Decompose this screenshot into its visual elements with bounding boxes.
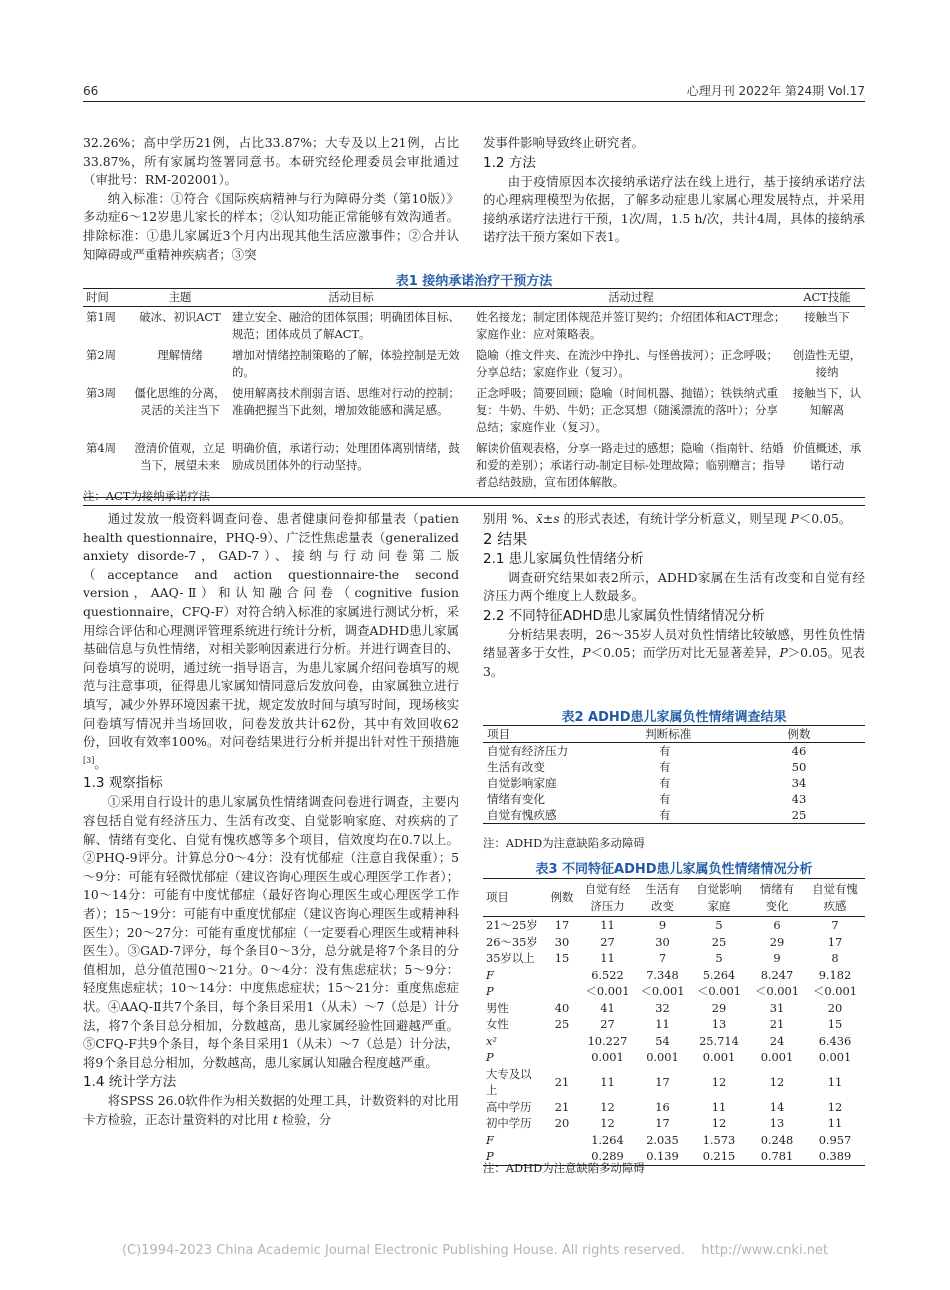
table-row — [483, 950, 865, 967]
table-cell: 理解情绪 — [157, 348, 203, 362]
table-cell: 0.781 — [760, 1149, 794, 1163]
table-cell: 9 — [773, 951, 781, 965]
table-row — [83, 343, 865, 381]
table-cell: 价值概述，承诺行动 — [792, 441, 862, 472]
table-cell: 25 — [791, 808, 807, 822]
paragraph: 由于疫情原因本次接纳承诺疗法在线上进行，基于接纳承诺疗法的心理病理模型为依据，了解多动症患儿家属心理发展特点，并采用接纳承诺疗法进行干预，1次/周，1.5 h/次，共计4周，具体的接纳承诺疗法干预方案如下表1。 — [483, 173, 865, 245]
table-cell: P — [486, 1149, 494, 1163]
table-row — [483, 775, 865, 791]
table-cell: 21 — [554, 1099, 570, 1114]
table-row — [483, 1066, 865, 1099]
table-cell: 7 — [658, 951, 667, 965]
table-cell: 31 — [769, 1000, 785, 1015]
table3-note: 注：ADHD为注意缺陷多动障碍 — [483, 1161, 645, 1175]
left-top-text — [83, 134, 459, 264]
table-cell: 11 — [600, 1074, 615, 1089]
table-cell: 13 — [711, 1017, 727, 1031]
table-cell: 9 — [658, 918, 667, 932]
table-cell: 6.522 — [591, 967, 624, 982]
journal-title: 心理月刊 2022年 第24期 Vol.17 — [686, 84, 865, 98]
table1-caption: 表1 接纳承诺治疗干预方法 — [395, 274, 553, 289]
section-heading-2-1: 2.1 患儿家属负性情绪分析 — [483, 550, 644, 567]
table-cell: 创造性无望，接纳 — [792, 348, 862, 379]
table-cell: 27 — [600, 934, 615, 949]
table-cell: 接触当下 — [804, 310, 850, 324]
table-cell: 高中学历 — [486, 1099, 532, 1114]
table-cell: F — [486, 1132, 494, 1147]
table-cell: 32 — [655, 1000, 670, 1015]
table-cell: 12 — [769, 1074, 785, 1089]
left-main-text — [83, 510, 459, 1130]
table-cell: 21 — [769, 1017, 785, 1031]
table-header-cell: 自觉有经济压力 — [584, 882, 631, 913]
paragraph-text: 将SPSS 26.0软件作为相关数据的处理工具，计数资料的对比用卡方检验，正态计量资料的对比用 — [83, 1093, 459, 1127]
table-cell: 0.957 — [818, 1132, 852, 1147]
table-cell — [545, 1049, 579, 1066]
table-cell: 解读价值观表格，分享一路走过的感想；隐喻（指南针、结婚和爱的差别）；承诺行动-制定目标-处理故障；临别赠言；指导者总结鼓励，宣布团体解散。 — [476, 441, 786, 489]
table-cell: 46 — [791, 744, 807, 758]
table-cell: 有 — [659, 776, 671, 790]
table-cell: 17 — [827, 934, 843, 949]
table-cell: 21 — [554, 1074, 570, 1089]
paragraph-text: 别用 %、 — [483, 511, 536, 526]
table-cell: 有 — [659, 808, 671, 822]
table-cell: 8.247 — [760, 967, 794, 982]
table-cell: 破冰、初识ACT — [139, 310, 221, 324]
section-heading-1-3: 1.3 观察指标 — [83, 775, 163, 792]
table-cell: 正念呼吸；简要回顾；隐喻（时间机器、抛锚）；铁铁纳式重复：牛奶、牛奶、牛奶；正念冥想（随溪漂流的落叶）；分享总结；家庭作业（复习）。 — [476, 386, 778, 434]
table2-note: 注：ADHD为注意缺陷多动障碍 — [483, 836, 645, 850]
header-rule — [83, 101, 865, 102]
table-cell: 12 — [827, 1099, 843, 1114]
table-cell: P — [486, 1050, 494, 1064]
table-cell: 2.035 — [646, 1132, 679, 1147]
table-cell: 有 — [659, 760, 671, 774]
table-cell: 自觉有经济压力 — [487, 744, 569, 758]
table-header-cell: 自觉影响家庭 — [696, 882, 742, 913]
table-header-cell: 活动目标 — [328, 290, 374, 304]
paragraph — [83, 1092, 459, 1129]
table-header-cell: 判断标准 — [645, 727, 692, 741]
table-cell: 僵化思维的分离，灵活的关注当下 — [134, 386, 226, 417]
table-cell: 第3周 — [86, 386, 117, 400]
table-row — [483, 1132, 865, 1149]
right-top-text — [483, 134, 865, 247]
page-number: 66 — [83, 84, 99, 98]
section-heading-1-4: 1.4 统计学方法 — [83, 1074, 177, 1091]
table-cell: 9.182 — [818, 967, 852, 982]
copyright-footer: (C)1994-2023 China Academic Journal Electronic Publishing House. All rights reserved. http://www.cnki.net — [121, 1243, 829, 1258]
table-cell: 40 — [554, 1000, 570, 1015]
table-cell — [545, 967, 579, 984]
table-cell: 使用解离技术削弱言语、思维对行动的控制；准确把握当下此刻，增加效能感和满足感。 — [232, 386, 460, 417]
table-cell: 15 — [554, 951, 570, 965]
paragraph: ①采用自行设计的患儿家属负性情绪调查问卷进行调查，主要内容包括自觉有经济压力、生活有改变、自觉影响家庭、对疾病的了解、情绪有变化、自觉有愧疚感等多个项目，信效度均在0.7以上。②PHQ-9评分。计算总分0～4分：没有忧郁症（注意自我保重）；5～9分：可能有轻微忧郁症（建议咨询心理医生或心理医学工作者）；10～14分：可能有中度忧郁症（最好咨询心理医生或心理医学工作者）；15～19分：可能有中重度忧郁症（建议咨询心理医生或精神科医生）；20～27分：可能有重度忧郁症（一定要看心理医生或精神科医生）。③GAD-7评分，每个条目0～3分，总分就是将7个条目的分值相加，总分值范围0～21分。0～4分：没有焦虑症状；5～9分：轻度焦虑症状；10～14分：中度焦虑症状；15～21分：重度焦虑症状。④AAQ-Ⅱ共7个条目，每个条目采用1（从未）～7（总是）计分法，将7个条目总分相加，分数越高，患儿家属经验性回避越严重。⑤CFQ-F共9个条目，每个条目采用1（从未）～7（总是）计分法，将9个条目总分相加，分数越高，患儿家属认知融合程度越严重。 — [83, 794, 459, 1070]
table-row — [483, 967, 865, 984]
table-cell: F — [486, 967, 494, 982]
table-cell: 5.264 — [702, 967, 736, 982]
table-cell: 明确价值，承诺行动；处理团体离别情绪，鼓励成员团体外的行动坚持。 — [232, 441, 460, 472]
table-cell: 有 — [659, 744, 671, 758]
table-row — [483, 807, 865, 824]
table-cell: 5 — [715, 951, 723, 965]
table-cell: 增加对情绪控制策略的了解，体验控制是无效的。 — [232, 348, 460, 379]
table-cell: 11 — [827, 1074, 843, 1089]
reference-mark: [3] — [83, 755, 95, 765]
table-header-cell: 生活有改变 — [645, 882, 680, 913]
table1 — [83, 288, 865, 498]
paragraph-text: ＜0.05；而学历对比无显著差异， — [590, 645, 780, 661]
table-cell: 25 — [711, 934, 727, 949]
table1-note-rule — [83, 505, 865, 506]
table-cell: 12 — [600, 1099, 615, 1114]
table-cell: 6 — [773, 918, 781, 932]
table-cell: 50 — [791, 760, 807, 774]
table-cell: 第2周 — [86, 348, 117, 362]
paragraph: 调查研究结果如表2所示，ADHD家属在生活有改变和自觉有经济压力两个维度上人数最多。 — [483, 569, 865, 604]
table-cell: ＜0.001 — [697, 984, 741, 998]
table-cell: 6.436 — [818, 1033, 852, 1048]
table-header-cell: 例数 — [787, 727, 811, 741]
table-row — [483, 917, 865, 934]
table-cell: 7.348 — [646, 967, 679, 982]
table-cell: 生活有改变 — [487, 760, 545, 774]
table-cell: ＜0.001 — [755, 984, 799, 998]
table-cell: 10.227 — [587, 1033, 628, 1048]
table-cell: 43 — [791, 792, 807, 806]
table-cell: 30 — [655, 934, 670, 949]
table-header-cell: 主题 — [168, 290, 192, 304]
table-cell: 11 — [711, 1099, 727, 1114]
table-cell: 11 — [600, 951, 615, 965]
table-cell — [545, 1033, 579, 1050]
table-cell: 0.001 — [818, 1050, 852, 1064]
table-cell: 11 — [600, 918, 615, 932]
table-cell: 17 — [655, 1074, 670, 1089]
table3-caption: 表3 不同特征ADHD患儿家属负性情绪情况分析 — [535, 862, 813, 877]
table-row — [483, 1033, 865, 1050]
math-symbol: P — [790, 511, 799, 526]
table-cell: 24 — [769, 1033, 785, 1048]
table-cell: 41 — [600, 1000, 615, 1015]
section-heading-1-2: 1.2 方法 — [483, 154, 536, 171]
table-cell: 54 — [655, 1033, 670, 1048]
table3 — [483, 878, 865, 1166]
table-cell: 男性 — [486, 1000, 509, 1015]
paragraph-text: 。 — [94, 755, 107, 771]
table-cell: 11 — [827, 1116, 843, 1130]
table-cell: 1.264 — [591, 1132, 624, 1147]
table-cell: 0.289 — [591, 1149, 624, 1163]
table-cell: 12 — [711, 1074, 727, 1089]
table-cell: 0.001 — [702, 1050, 736, 1064]
table-cell: 0.215 — [702, 1149, 736, 1163]
table-cell: 17 — [554, 918, 570, 932]
table2-caption: 表2 ADHD患儿家属负性情绪调查结果 — [561, 710, 787, 725]
table-row — [483, 791, 865, 807]
table-row — [483, 1016, 865, 1033]
table-cell: 13 — [769, 1116, 785, 1130]
table-row — [483, 934, 865, 951]
table-row — [483, 743, 865, 760]
table-cell: 0.001 — [591, 1050, 624, 1064]
table-cell: 大专及以上 — [486, 1066, 532, 1097]
paragraph-text: 检验，分 — [277, 1111, 332, 1127]
table-cell: 隐喻（推文件夹、在流沙中挣扎、与怪兽拔河）；正念呼吸；分享总结；家庭作业（复习）。 — [476, 348, 778, 379]
paragraph-text: 分析结果表明，26～35岁人员对负性情绪比较敏感，男性负性情绪显著多于女性， — [483, 626, 865, 661]
table-cell: 11 — [655, 1017, 670, 1031]
table-cell: 澄清价值观，立足当下，展望未来 — [134, 441, 226, 472]
paragraph-text: ＞0.05。见表3。 — [483, 645, 865, 679]
table-row — [483, 1115, 865, 1132]
table-cell: 姓名接龙；制定团体规范并签订契约；介绍团体和ACT理念；家庭作业：应对策略表。 — [476, 310, 786, 341]
table-cell: 第1周 — [86, 310, 117, 324]
table-cell: 接触当下，认知解离 — [792, 386, 862, 417]
table-cell: ＜0.001 — [640, 984, 685, 998]
right-main-text — [483, 510, 865, 682]
table-cell: 0.248 — [760, 1132, 794, 1147]
table-cell: 26～35岁 — [486, 934, 538, 949]
section-heading-2-2: 2.2 不同特征ADHD患儿家属负性情绪情况分析 — [483, 607, 765, 624]
paragraph — [483, 510, 865, 529]
table1-note: 注：ACT为接纳承诺疗法 — [83, 489, 211, 503]
table-row — [483, 1000, 865, 1017]
table-header-cell: 时间 — [86, 290, 109, 304]
math-symbol: P — [582, 645, 591, 661]
table-cell: 25.714 — [699, 1033, 739, 1048]
section-heading-2: 2 结果 — [483, 529, 528, 548]
table-cell: 14 — [769, 1099, 785, 1114]
table-cell: 17 — [655, 1116, 670, 1130]
math-symbol: t — [272, 1111, 278, 1127]
table-cell: 1.573 — [702, 1132, 736, 1147]
table-header-cell: 项目 — [486, 890, 509, 905]
table-cell: 29 — [711, 1000, 727, 1015]
table-header-cell: 例数 — [550, 890, 574, 905]
table-cell: 自觉影响家庭 — [487, 776, 557, 790]
table-cell: 30 — [554, 934, 570, 949]
table-header-cell: 自觉有愧疚感 — [812, 882, 858, 913]
table-cell: 0.389 — [818, 1149, 852, 1163]
table-cell: 自觉有愧疚感 — [487, 808, 557, 822]
table-row — [483, 1049, 865, 1066]
paragraph: 纳入标准：①符合《国际疾病精神与行为障碍分类（第10版）》多动症6～12岁患儿家长的样本；②认知功能正常能够有效沟通者。排除标准：①患儿家属近3个月内出现其他生活应激事件；②合并认知障碍或严重精神疾病者；③突 — [83, 190, 459, 262]
table-cell — [545, 1132, 579, 1149]
table-cell: 20 — [554, 1116, 570, 1130]
paragraph — [83, 510, 459, 773]
table-cell: 12 — [600, 1116, 615, 1130]
table-cell: 15 — [827, 1017, 843, 1031]
table-cell: 建立安全、融洽的团体氛围；明确团体目标、规范；团体成员了解ACT。 — [232, 310, 460, 341]
table-cell: 0.001 — [646, 1050, 679, 1064]
table-cell: 16 — [655, 1099, 670, 1114]
table-cell: 女性 — [486, 1017, 509, 1031]
paragraph: 发事件影响导致终止研究者。 — [483, 135, 645, 150]
table-row — [483, 983, 865, 1000]
table-cell: 8 — [831, 951, 839, 965]
table-cell: 25 — [554, 1017, 570, 1031]
paragraph: 32.26%；高中学历21例，占比33.87%；大专及以上21例，占比33.87%，所有家属均签署同意书。本研究经伦理委员会审批通过（审批号：RM-202001）。 — [83, 135, 459, 188]
paragraph-text: ＜0.05。 — [798, 511, 852, 526]
table-cell: 情绪有变化 — [487, 792, 545, 806]
table-cell: 34 — [791, 776, 807, 790]
table-cell: 初中学历 — [486, 1116, 532, 1130]
math-symbol: x̄±s — [535, 511, 560, 526]
paragraph — [483, 626, 865, 682]
table-row — [83, 381, 865, 436]
math-symbol: P — [779, 645, 788, 661]
table-header-cell: 情绪有变化 — [759, 882, 795, 913]
table-header-cell: ACT技能 — [803, 290, 851, 304]
table-header-cell: 项目 — [487, 727, 511, 741]
table-cell: 5 — [715, 918, 723, 932]
paragraph-text: 通过发放一般资料调查问卷、患者健康问卷抑郁量表（patien health questionnaire，PHQ-9）、广泛性焦虑量表（generalized anxiety disorde-7，GAD-7）、接纳与行动问卷第二版（acceptance and action questionnaire-the second version，AAQ-Ⅱ）和认知融合问卷（cognitive fusion questionnaire，CFQ-F）对符合纳入标准的家属进行测试分析，采用综合评估和心理测评管理系统进行统计分析，调查ADHD患儿家属基础信息与负性情绪，对相关影响因素进行分析。并进行调查目的、问卷填写的说明，通过统一指导语言，为患儿家属介绍问卷填写的规范与注意事项，征得患儿家属知情同意后发放问卷，由家属独立进行填写，减少外界环境因素干扰，规定发放时间与填写时间，现场核实问卷填写情况并当场回收，问卷发放共计62份，其中有效回收62份，回收有效率100%。对问卷结果进行分析并提出针对性干预措施 — [83, 511, 459, 750]
paragraph-text: 的形式表述，有统计学分析意义，则呈现 — [559, 511, 791, 526]
table-cell: x² — [486, 1033, 497, 1048]
table-cell: ＜0.001 — [813, 984, 857, 998]
table-cell: 29 — [769, 934, 785, 949]
table-cell — [545, 983, 579, 1000]
table-cell: 第4周 — [86, 441, 117, 455]
table-cell: 12 — [711, 1116, 727, 1130]
table-row — [483, 759, 865, 775]
table-row — [83, 307, 865, 344]
table-row — [483, 1099, 865, 1116]
table-cell: 0.001 — [760, 1050, 794, 1064]
table-cell: 21～25岁 — [486, 918, 538, 932]
table-cell: 有 — [659, 792, 671, 806]
table-cell: P — [486, 984, 494, 998]
table-header-cell: 活动过程 — [608, 290, 654, 304]
table-cell: 27 — [600, 1017, 615, 1031]
table2 — [483, 725, 865, 824]
table-cell: 7 — [831, 918, 839, 932]
table-cell: 0.139 — [646, 1149, 679, 1163]
table-cell: 20 — [827, 1000, 843, 1015]
table-cell: 35岁以上 — [486, 951, 535, 965]
table-cell: ＜0.001 — [585, 984, 630, 998]
